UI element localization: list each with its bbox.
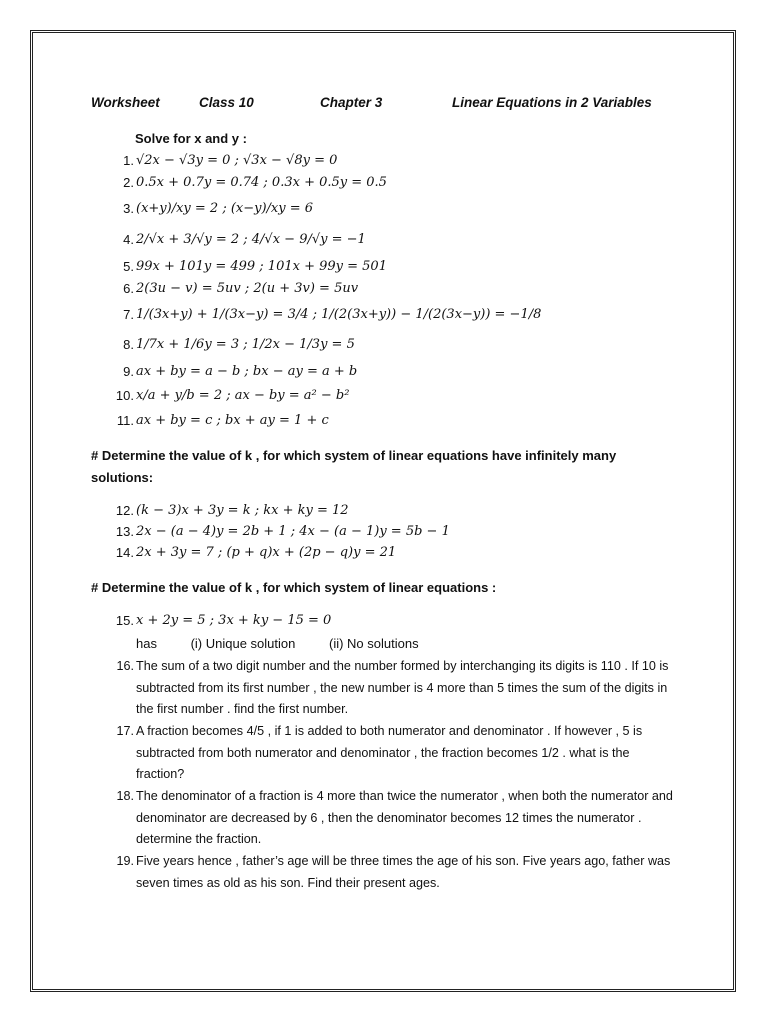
equation-text: (x+y)/xy = 2 ; (x−y)/xy = 6	[136, 201, 314, 216]
word-problem	[110, 851, 680, 894]
word-problem	[110, 786, 680, 851]
equation-text: 99x + 101y = 499 ; 101x + 99y = 501	[136, 259, 387, 274]
word-problem	[110, 656, 680, 721]
equation-number: 4.	[123, 232, 134, 247]
equation-number: 12.	[115, 503, 134, 518]
equation-number: 6.	[123, 281, 134, 296]
header-topic: Linear Equations in 2 Variables	[452, 95, 652, 110]
problem-text: A fraction becomes 4/5 , if 1 is added to both numerator and denominator . If however , 5 is subtracted from both numerator and denominator , the fraction becomes 1/2 . what is the fraction?	[136, 724, 643, 781]
equation-text: (k − 3)x + 3y = k ; kx + ky = 12	[136, 503, 349, 518]
section-infinite-solutions: # Determine the value of k , for which system of linear equations have infinitely many solutions:	[91, 448, 617, 485]
equation-text: 0.5x + 0.7y = 0.74 ; 0.3x + 0.5y = 0.5	[136, 175, 387, 190]
equation-number: 9.	[123, 364, 134, 379]
problem-text: Five years hence , father’s age will be three times the age of his son. Five years ago, father was seven times as old as his son. Find their present ages.	[136, 854, 671, 890]
header-class: Class 10	[199, 95, 254, 110]
equation-text: 2/√x + 3/√y = 2 ; 4/√x − 9/√y = −1	[136, 232, 366, 247]
equation-text: x + 2y = 5 ; 3x + ky − 15 = 0	[136, 613, 332, 628]
section-determine-k: # Determine the value of k , for which system of linear equations :	[91, 580, 497, 595]
equation-text: 1/(3x+y) + 1/(3x−y) = 3/4 ; 1/(2(3x+y)) − 1/(2(3x−y)) = −1/8	[136, 307, 542, 322]
equation-number: 8.	[123, 337, 134, 352]
equation-text: 2x − (a − 4)y = 2b + 1 ; 4x − (a − 1)y = 5b − 1	[136, 524, 450, 539]
option-unique-solution: (i) Unique solution	[190, 636, 296, 651]
equation-number: 2.	[123, 175, 134, 190]
option-no-solutions: (ii) No solutions	[329, 636, 419, 651]
equation-text: 2x + 3y = 7 ; (p + q)x + (2p − q)y = 21	[136, 545, 397, 560]
equation-number: 10.	[115, 388, 134, 403]
equation-number: 5.	[123, 259, 134, 274]
equation-text: ax + by = a − b ; bx − ay = a + b	[136, 364, 358, 379]
has-label: has	[136, 636, 157, 651]
problem-number: 17.	[116, 724, 134, 738]
problem-number: 19.	[116, 854, 134, 868]
problem-text: The sum of a two digit number and the number formed by interchanging its digits is 110 . If 10 is subtracted from its first number , the new number is 4 more than 5 times the sum of the digits in the first number . find the first number.	[136, 659, 669, 716]
equation-number: 11.	[116, 413, 134, 428]
equation-number: 13.	[115, 524, 134, 539]
equation-text: ax + by = c ; bx + ay = 1 + c	[136, 413, 329, 428]
problem-number: 16.	[116, 659, 134, 673]
equation-number: 15.	[115, 613, 134, 628]
solve-title: Solve for x and y :	[135, 131, 247, 146]
equation-number: 3.	[123, 201, 134, 216]
header-chapter: Chapter 3	[320, 95, 383, 110]
equation-text: x/a + y/b = 2 ; ax − by = a² − b²	[136, 388, 350, 403]
equation-text: √2x − √3y = 0 ; √3x − √8y = 0	[136, 153, 338, 168]
equation-text: 2(3u − v) = 5uv ; 2(u + 3v) = 5uv	[136, 281, 359, 296]
equation-number: 1.	[123, 153, 134, 168]
header-worksheet: Worksheet	[91, 95, 160, 110]
has-options	[136, 636, 449, 651]
problem-text: The denominator of a fraction is 4 more than twice the numerator , when both the numerator and denominator are decreased by 6 , then the denominator becomes 12 times the numerator . determine the fraction.	[136, 789, 673, 846]
worksheet-header	[91, 95, 665, 115]
equation-text: 1/7x + 1/6y = 3 ; 1/2x − 1/3y = 5	[136, 337, 355, 352]
problem-number: 18.	[116, 789, 134, 803]
word-problem	[110, 721, 680, 786]
equation-number: 14.	[115, 545, 134, 560]
equation-number: 7.	[123, 307, 134, 322]
